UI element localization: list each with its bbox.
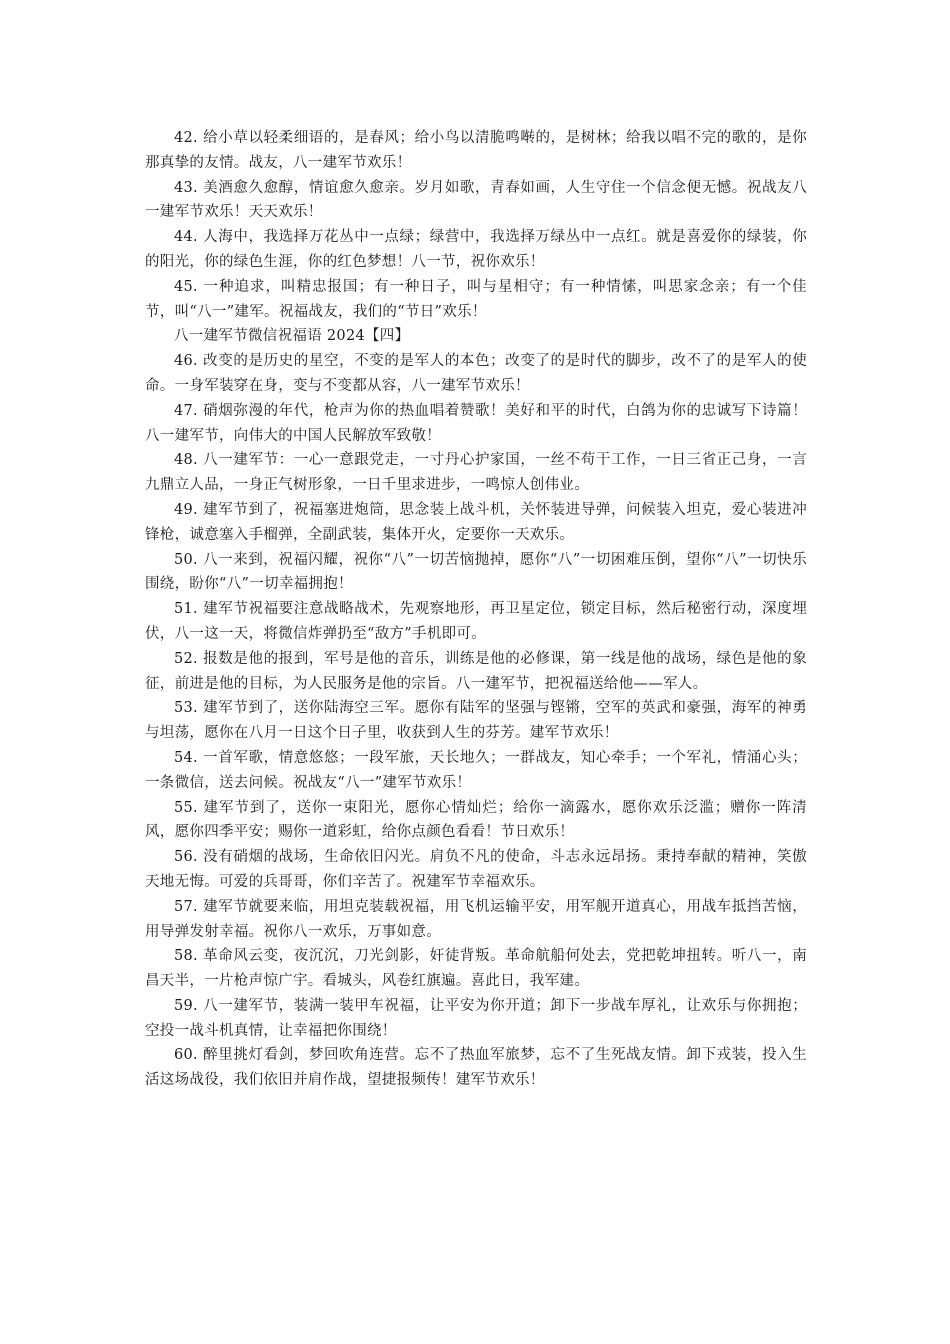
blessing-43: 43. 美酒愈久愈醇，情谊愈久愈亲。岁月如歌，青春如画，人生守住一个信念便无憾。祝战友八一建军节欢乐！天天欢乐！ [145,179,807,221]
blessing-45: 45. 一种追求，叫精忠报国；有一种日子，叫与星相守；有一种情愫，叫思家念亲；有一个佳节，叫“八一”建军。祝福战友，我们的“节日”欢乐！ [145,278,807,320]
blessing-52: 52. 报数是他的报到，军号是他的音乐，训练是他的必修课，第一线是他的战场，绿色是他的象征，前进是他的目标，为人民服务是他的宗旨。八一建军节，把祝福送给他——军人。 [145,650,807,692]
blessing-53: 53. 建军节到了，送你陆海空三军。愿你有陆军的坚强与铿锵，空军的英武和豪强，海军的神勇与坦荡，愿你在八月一日这个日子里，收获到人生的芬芳。建军节欢乐！ [145,700,807,742]
blessing-57: 57. 建军节就要来临，用坦克装载祝福，用飞机运输平安，用军舰开道真心，用战车抵挡苦恼，用导弹发射幸福。祝你八一欢乐，万事如意。 [145,898,807,940]
section-heading: 八一建军节微信祝福语 2024【四】 [174,328,410,345]
blessing-46: 46. 改变的是历史的星空，不变的是军人的本色；改变了的是时代的脚步，改不了的是军人的使命。一身军装穿在身，变与不变都从容，八一建军节欢乐！ [145,353,807,394]
blessing-42: 42. 给小草以轻柔细语的，是春风；给小鸟以清脆鸣啭的，是树林；给我以唱不完的歌的，是你那真挚的友情。战友，八一建军节欢乐！ [145,130,807,171]
blessing-49: 49. 建军节到了，祝福塞进炮筒，思念装上战斗机，关怀装进导弹，问候装入坦克，爱心装进冲锋枪，诚意塞入手榴弹，全副武装，集体开火，定要你一天欢乐。 [145,501,807,543]
blessing-50: 50. 八一来到，祝福闪耀，祝你“八”一切苦恼抛掉，愿你“八”一切困难压倒，望你“八”一切快乐围绕，盼你“八”一切幸福拥抱！ [145,551,807,593]
blessing-51: 51. 建军节祝福要注意战略战术，先观察地形，再卫星定位，锁定目标，然后秘密行动，深度埋伏，八一这一天，将微信炸弹扔至“敌方”手机即可。 [145,601,807,642]
blessing-54: 54. 一首军歌，情意悠悠；一段军旅，天长地久；一群战友，知心牵手；一个军礼，情涌心头；一条微信，送去问候。祝战友“八一”建军节欢乐！ [145,749,807,791]
blessing-60: 60. 醉里挑灯看剑，梦回吹角连营。忘不了热血军旅梦，忘不了生死战友情。卸下戎装，投入生活这场战役，我们依旧并肩作战，望捷报频传！建军节欢乐！ [145,1047,807,1089]
document-page [145,126,807,1093]
blessing-56: 56. 没有硝烟的战场，生命依旧闪光。肩负不凡的使命，斗志永远昂扬。秉持奉献的精神，笑傲天地无悔。可爱的兵哥哥，你们辛苦了。祝建军节幸福欢乐。 [145,849,807,890]
blessing-58: 58. 革命风云变，夜沉沉，刀光剑影，奸徒背叛。革命航船何处去，党把乾坤扭转。听八一，南昌天半，一片枪声惊广宇。看城头，风卷红旗遍。喜此日，我军建。 [145,948,807,990]
blessing-55: 55. 建军节到了，送你一束阳光，愿你心情灿烂；给你一滴露水，愿你欢乐泛滥；赠你一阵清风，愿你四季平安；赐你一道彩虹，给你点颜色看看！节日欢乐！ [145,799,807,841]
blessing-47: 47. 硝烟弥漫的年代，枪声为你的热血唱着赞歌！美好和平的时代，白鸽为你的忠诚写下诗篇！八一建军节，向伟大的中国人民解放军致敬！ [145,402,807,444]
blessing-59: 59. 八一建军节，装满一装甲车祝福，让平安为你开道；卸下一步战车厚礼，让欢乐与你拥抱；空投一战斗机真情，让幸福把你围绕！ [145,997,807,1039]
blessing-44: 44. 人海中，我选择万花丛中一点绿；绿营中，我选择万绿丛中一点红。就是喜爱你的绿装，你的阳光，你的绿色生涯，你的红色梦想！八一节，祝你欢乐！ [145,229,807,270]
blessing-48: 48. 八一建军节：一心一意跟党走，一寸丹心护家国，一丝不苟干工作，一日三省正己身，一言九鼎立人品，一身正气树形象，一日千里求进步，一鸣惊人创伟业。 [145,452,807,494]
